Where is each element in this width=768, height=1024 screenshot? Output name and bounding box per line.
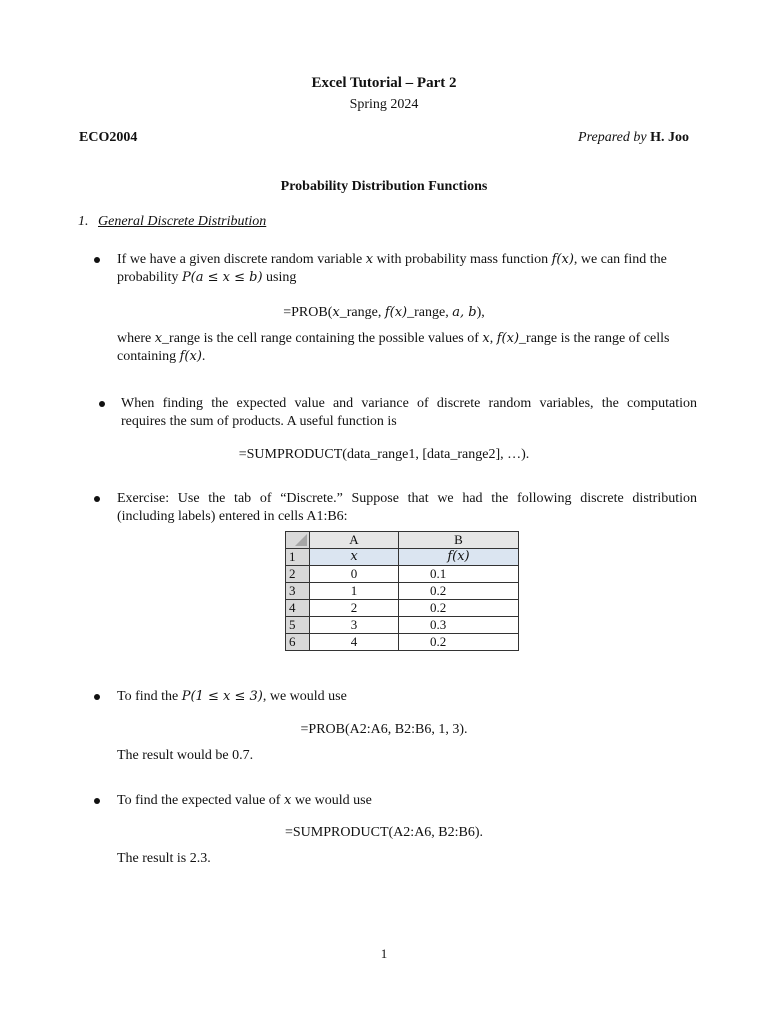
subsection-title [78,213,266,231]
bullet1-line3: where x_range is the cell range containing the possible values of x, f(x)_range is the range of cells [117,331,670,346]
cell-b5: 0.3 [399,617,519,634]
row-number: 3 [286,583,310,600]
bullet-marker [94,490,102,498]
document-term: Spring 2024 [349,97,419,112]
prob-example-formula: =PROB(A2:A6, B2:B6, 1, 3). [300,722,468,737]
select-all-corner [286,532,310,549]
table-row [286,583,519,600]
cell-a6: 4 [310,634,399,651]
bullet2-line1: When finding the expected value and variance of discrete random variables, the computation [121,396,697,411]
bullet1-text [117,251,697,287]
bullet1-line1: If we have a given discrete random variable x with probability mass function f(x), we can find the [117,252,667,267]
row-number: 4 [286,600,310,617]
spreadsheet-table [285,531,519,651]
row-number: 5 [286,617,310,634]
author-name: H. Joo [650,130,689,145]
table-row [286,566,519,583]
bullet1-line2: probability P(a ≤ x ≤ b) using [117,270,297,285]
bullet3-text [117,490,697,526]
section-heading: Probability Distribution Functions [280,179,488,194]
bullet-marker [94,688,102,696]
cell-b1: f(x) [399,549,519,566]
sumproduct-example-formula: =SUMPRODUCT(A2:A6, B2:B6). [284,825,484,840]
column-header-a: A [310,532,399,549]
cell-a5: 3 [310,617,399,634]
bullet-marker [99,395,107,403]
bullet-marker [94,251,102,259]
bullet2-line2: requires the sum of products. A useful function is [121,414,397,429]
column-header-row [286,532,519,549]
course-code: ECO2004 [79,130,138,145]
document-title: Excel Tutorial – Part 2 [311,75,457,91]
cell-b6: 0.2 [399,634,519,651]
table-row [286,617,519,634]
cell-a3: 1 [310,583,399,600]
bullet4-result: The result would be 0.7. [117,748,254,763]
bullet-marker [94,792,102,800]
cell-b4: 0.2 [399,600,519,617]
corner-triangle-icon [295,534,307,546]
bullet1-explanation [117,330,697,366]
table-row [286,600,519,617]
bullet5-result: The result is 2.3. [117,851,211,866]
cell-a4: 2 [310,600,399,617]
table-row [286,634,519,651]
table-row [286,549,519,566]
cell-a2: 0 [310,566,399,583]
bullet5-text: To find the expected value of x we would use [117,793,372,808]
bullet2-text [121,395,697,431]
cell-a1: x [310,549,399,566]
bullet1-line4: containing f(x). [117,349,206,364]
subsection-text: General Discrete Distribution [98,214,267,229]
subsection-number: 1. [78,214,89,229]
cell-b2: 0.1 [399,566,519,583]
prob-formula: =PROB(x_range, f(x)_range, a, b), [283,305,485,320]
author-line [578,129,689,147]
row-number: 2 [286,566,310,583]
cell-b3: 0.2 [399,583,519,600]
sumproduct-formula: =SUMPRODUCT(data_range1, [data_range2], …). [238,447,530,462]
bullet3-line1: Exercise: Use the tab of “Discrete.” Suppose that we had the following discrete distribution [117,491,697,506]
column-header-b: B [399,532,519,549]
bullet3-line2: (including labels) entered in cells A1:B6: [117,509,348,524]
prepared-by-label: Prepared by [578,130,647,145]
row-number: 6 [286,634,310,651]
page-number: 1 [380,946,388,961]
row-number: 1 [286,549,310,566]
bullet4-text: To find the P(1 ≤ x ≤ 3), we would use [117,689,347,704]
